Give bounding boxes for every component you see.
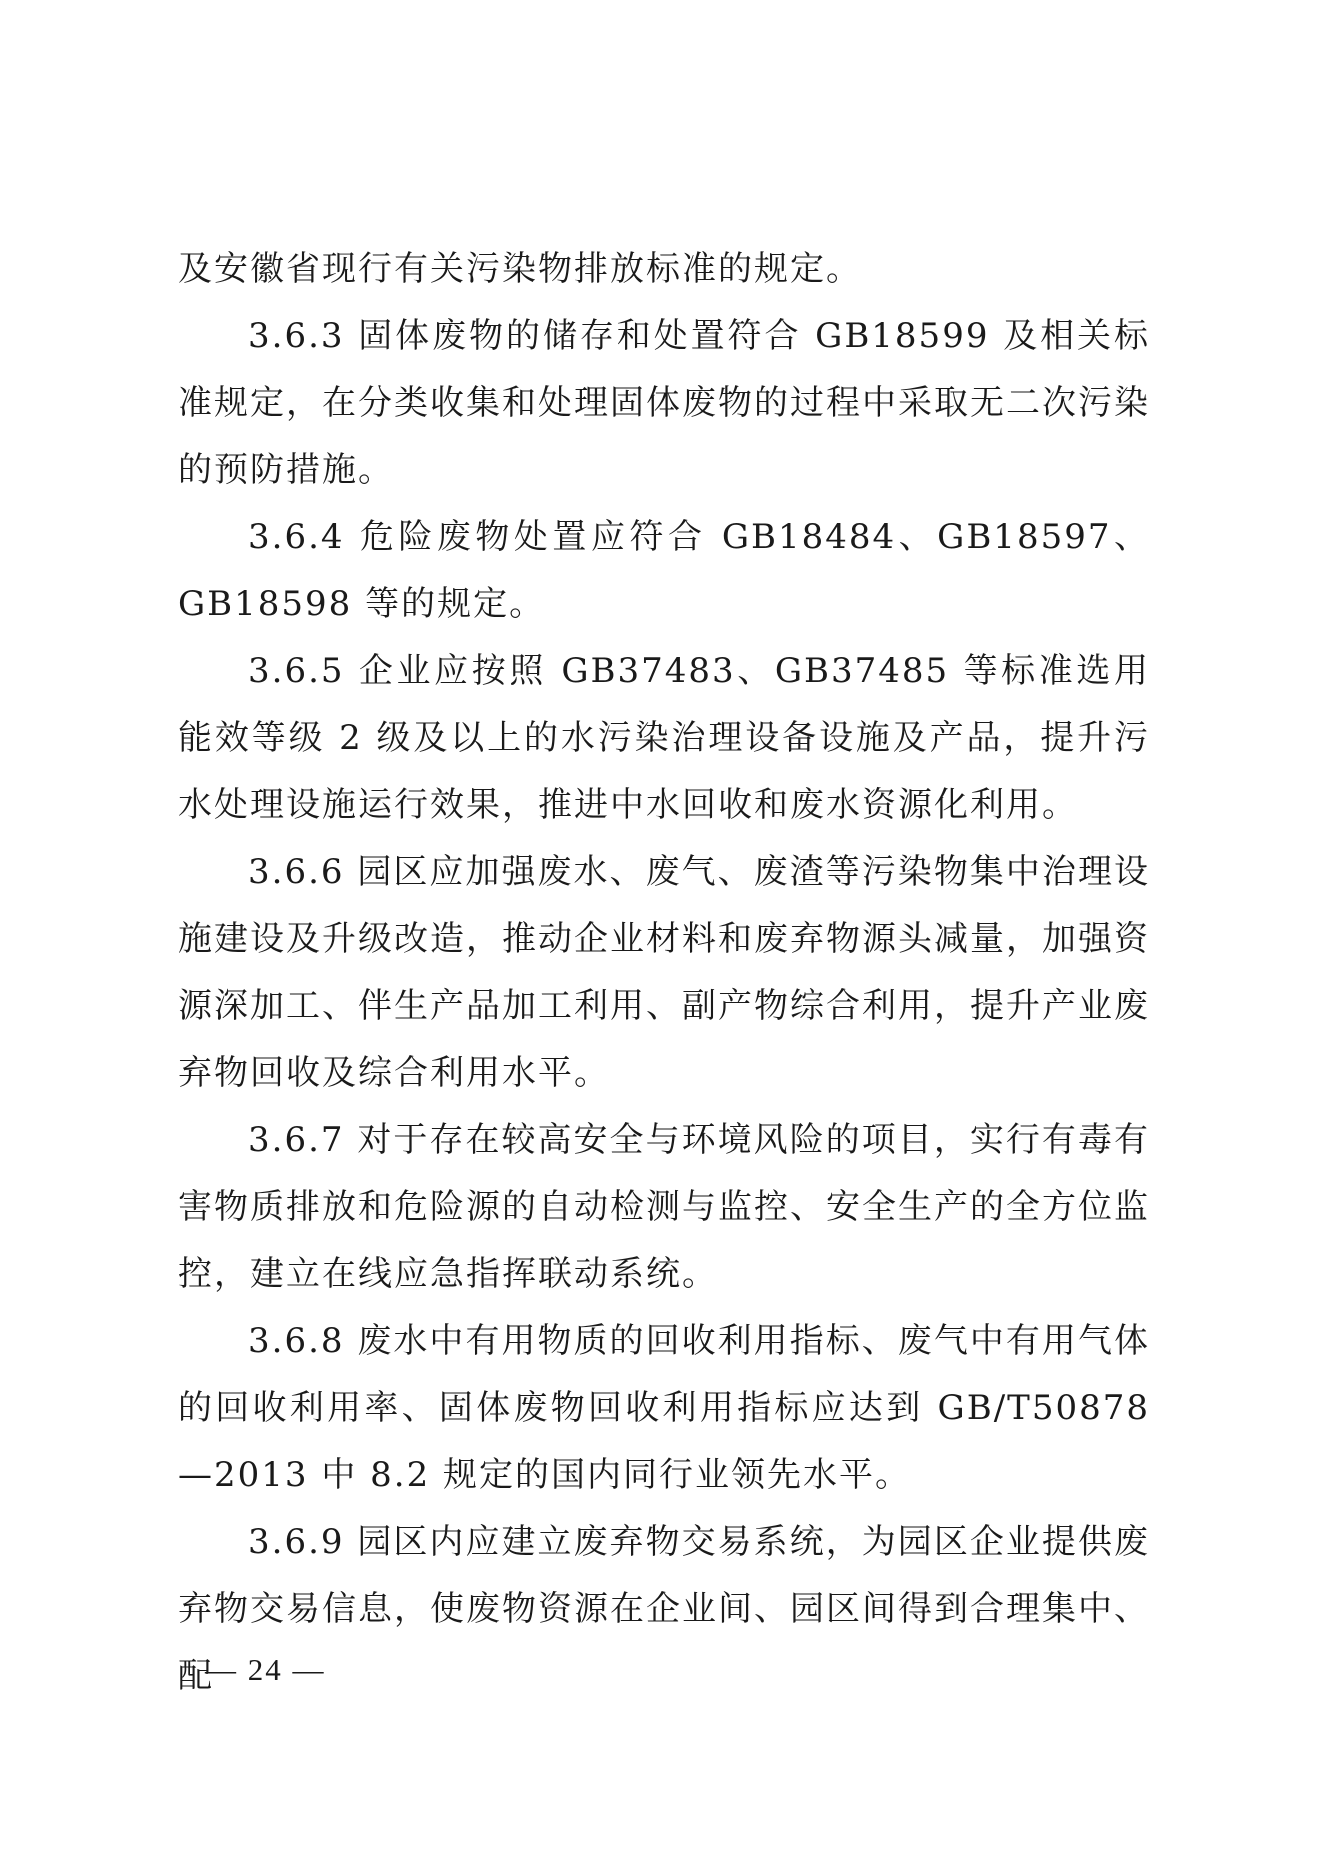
paragraph-3-6-3: 3.6.3 固体废物的储存和处置符合 GB18599 及相关标准规定，在分类收集和处理固体废物的过程中采取无二次污染的预防措施。 xyxy=(178,316,1150,490)
paragraph-3-6-5: 3.6.5 企业应按照 GB37483、GB37485 等标准选用能效等级 2 级及以上的水污染治理设备设施及产品，提升污水处理设施运行效果，推进中水回收和废水资源化利用。 xyxy=(178,651,1150,825)
paragraph-3-6-8: 3.6.8 废水中有用物质的回收利用指标、废气中有用气体的回收利用率、固体废物回收利用指标应达到 GB/T50878—2013 中 8.2 规定的国内同行业领先水平。 xyxy=(178,1321,1150,1495)
paragraph-3-6-7: 3.6.7 对于存在较高安全与环境风险的项目，实行有毒有害物质排放和危险源的自动检测与监控、安全生产的全方位监控，建立在线应急指挥联动系统。 xyxy=(178,1120,1150,1294)
paragraph-3-6-4: 3.6.4 危险废物处置应符合 GB18484、GB18597、GB18598 等的规定。 xyxy=(178,517,1150,624)
paragraph-continuation: 及安徽省现行有关污染物排放标准的规定。 xyxy=(178,249,862,289)
page-number: — 24 — xyxy=(205,1652,326,1687)
paragraph-3-6-9: 3.6.9 园区内应建立废弃物交易系统，为园区企业提供废弃物交易信息，使废物资源在企业间、园区间得到合理集中、配 xyxy=(178,1522,1150,1696)
document-body xyxy=(178,236,1150,1710)
paragraph-3-6-6: 3.6.6 园区应加强废水、废气、废渣等污染物集中治理设施建设及升级改造，推动企业材料和废弃物源头减量，加强资源深加工、伴生产品加工利用、副产物综合利用，提升产业废弃物回收及综合利用水平。 xyxy=(178,852,1150,1093)
